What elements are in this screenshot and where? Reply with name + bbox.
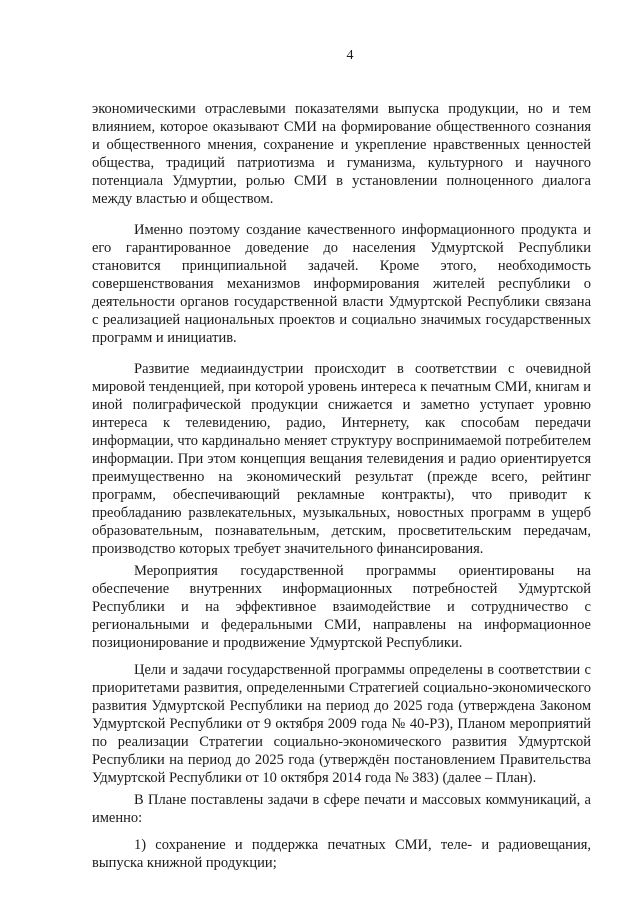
paragraph-media-industry: Развитие медиаиндустрии происходит в соответствии с очевидной мировой тенденцией, при которой уровень интереса к печатным СМИ, книгам и иной полиграфической продукции снижается и заметно уступает уровню интереса к телевидению, радио, Интернету, как способам передачи информации, что кардинально меняет структуру воспринимаемой потребителем информации. При этом концепция вещания телевидения и радио ориентируется преимущественно на экономический результат (прежде всего, рейтинг программ, обеспечивающий рекламные контракты), что приводит к преобладанию развлекательных, музыкальных, новостных программ в ущерб образовательным, познавательным, детским, просветительским передачам, производство которых требует значительного финансирования.	[92, 361, 591, 557]
document-body	[92, 100, 591, 872]
list-item-1: 1) сохранение и поддержка печатных СМИ, теле- и радиовещания, выпуска книжной продукции;	[92, 837, 591, 871]
paragraph-goals-tasks: Цели и задачи государственной программы определены в соответствии с приоритетами развития, определенными Стратегией социально-экономического развития Удмуртской Республики на период до 2025 года (утверждена Законом Удмуртской Республики от 9 октября 2009 года № 40-РЗ), Планом мероприятий по реализации Стратегии социально-экономического развития Удмуртской Республики на период до 2025 года (утверждён постановлением Правительства Удмуртской Республики от 10 октября 2014 года № 383) (далее – План).	[92, 662, 591, 786]
paragraph-plan-tasks: В Плане поставлены задачи в сфере печати и массовых коммуникаций, а именно:	[92, 792, 591, 826]
page-number: 4	[346, 48, 354, 63]
paragraph-continuation: экономическими отраслевыми показателями выпуска продукции, но и тем влиянием, которое оказывают СМИ на формирование общественного сознания и общественного мнения, сохранение и укрепление нравственных ценностей общества, традиций патриотизма и гуманизма, культурного и научного потенциала Удмуртии, ролью СМИ в установлении полноценного диалога между властью и обществом.	[92, 101, 591, 207]
paragraph-program-activities: Мероприятия государственной программы ориентированы на обеспечение внутренних информационных потребностей Удмуртской Республики и на эффективное взаимодействие и сотрудничество с региональными и федеральными СМИ, направлены на информационное позиционирование и продвижение Удмуртской Республики.	[92, 563, 591, 651]
paragraph-quality-product: Именно поэтому создание качественного информационного продукта и его гарантированное доведение до населения Удмуртской Республики становится принципиальной задачей. Кроме этого, необходимость совершенствования механизмов информирования жителей республики о деятельности органов государственной власти Удмуртской Республики связана с реализацией национальных проектов и социально значимых государственных программ и инициатив.	[92, 222, 591, 346]
